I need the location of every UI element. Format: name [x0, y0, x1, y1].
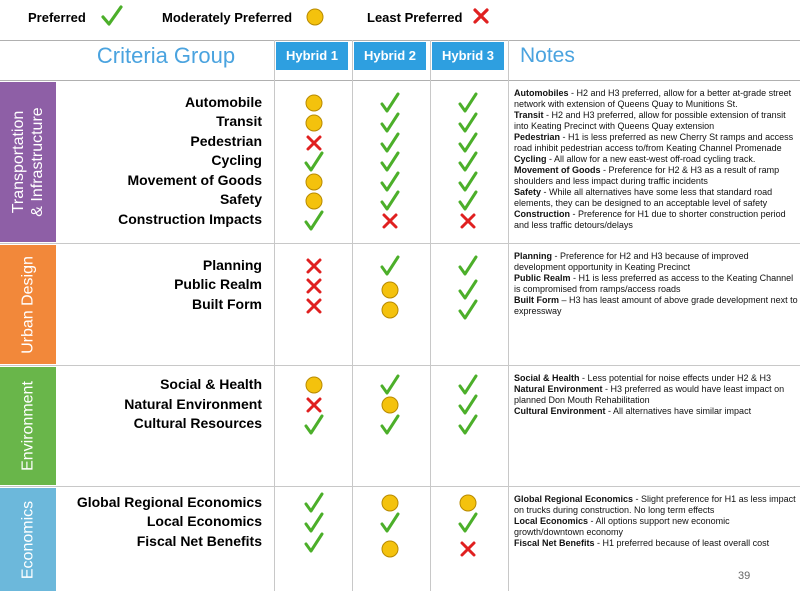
x-icon [303, 255, 325, 277]
rating-preferred [379, 414, 399, 434]
moderate-circle-icon [379, 394, 401, 416]
criterion-label: Planning [202, 257, 262, 273]
x-icon [379, 210, 401, 232]
rating-preferred [457, 374, 477, 394]
note-text: - H2 and H3 preferred, allow for possible extension of transit into Keating Precinct with Queens Quay extension [514, 110, 786, 131]
note-text: - Preference for H2 and H3 because of improved development opportunity in Keating Precinct [514, 251, 749, 272]
rating-moderate [303, 190, 323, 210]
check-icon [379, 151, 401, 173]
note-heading: Pedestrian [514, 132, 561, 142]
moderate-circle-icon [305, 7, 325, 27]
check-icon [457, 92, 479, 114]
check-icon [303, 151, 325, 173]
criteria-group-header: Criteria Group [96, 43, 236, 68]
hybrid-2-header: Hybrid 2 [354, 42, 426, 70]
note-item [514, 273, 798, 295]
criterion-label: Pedestrian [190, 133, 262, 149]
rating-least [303, 132, 323, 152]
legend [0, 6, 800, 32]
rating-preferred [379, 112, 399, 132]
rating-preferred [379, 374, 399, 394]
rating-least [303, 275, 323, 295]
rating-preferred [379, 151, 399, 171]
note-heading: Construction [514, 209, 570, 219]
rating-preferred [457, 299, 477, 319]
group-separator [0, 365, 800, 366]
rating-preferred [379, 132, 399, 152]
rating-preferred [379, 190, 399, 210]
rating-moderate [379, 538, 399, 558]
rating-preferred [457, 512, 477, 532]
x-icon [303, 394, 325, 416]
check-icon [457, 151, 479, 173]
notes-header: Notes [520, 44, 575, 67]
legend-preferred-label: Preferred [28, 10, 86, 25]
check-icon [457, 299, 479, 321]
rating-moderate [379, 394, 399, 414]
rating-moderate [457, 492, 477, 512]
band-label-environment: Environment [19, 381, 37, 471]
top-rule [0, 40, 800, 41]
criterion-label: Fiscal Net Benefits [136, 533, 262, 549]
check-icon [303, 492, 325, 514]
band-economics [0, 488, 56, 591]
check-icon [379, 512, 401, 534]
criterion-label: Transit [216, 113, 262, 129]
note-item [514, 406, 798, 417]
column-divider [430, 40, 431, 591]
rating-preferred [303, 492, 323, 512]
note-item [514, 88, 798, 110]
rating-moderate [379, 492, 399, 512]
criterion-label: Movement of Goods [127, 172, 262, 188]
check-icon [457, 255, 479, 277]
note-item [514, 251, 798, 273]
criterion-label: Global Regional Economics [76, 494, 262, 510]
note-text: - H3 preferred as would have least impact on planned Don Mouth Rehabilitation [514, 384, 785, 405]
check-icon [379, 255, 401, 277]
check-icon [457, 394, 479, 416]
legend-least-label: Least Preferred [367, 10, 463, 25]
check-icon [303, 210, 325, 232]
check-icon [379, 374, 401, 396]
hybrid-3-header: Hybrid 3 [432, 42, 504, 70]
column-divider [274, 40, 275, 591]
rating-preferred [457, 394, 477, 414]
rating-least [303, 255, 323, 275]
rating-preferred [379, 92, 399, 112]
moderate-circle-icon [303, 374, 325, 396]
note-text: - Preference for H1 due to shorter construction period and less traffic detours/delays [514, 209, 786, 230]
moderate-circle-icon [303, 112, 325, 134]
note-item [514, 538, 798, 549]
rating-moderate [303, 374, 323, 394]
group-separator [0, 486, 800, 487]
hybrid-1-header: Hybrid 1 [276, 42, 348, 70]
criterion-label: Built Form [192, 296, 262, 312]
column-divider [508, 40, 509, 591]
note-text: - All allow for a new east-west off-road cycling track. [546, 154, 756, 164]
moderate-circle-icon [303, 92, 325, 114]
notes-transportation [514, 88, 798, 231]
rating-preferred [303, 151, 323, 171]
rating-preferred [457, 279, 477, 299]
x-icon [303, 275, 325, 297]
rating-least [379, 210, 399, 230]
rating-moderate [379, 299, 399, 319]
band-environment [0, 367, 56, 485]
rating-moderate [303, 92, 323, 112]
note-heading: Automobiles [514, 88, 569, 98]
moderate-circle-icon [457, 492, 479, 514]
criterion-label: Automobile [185, 94, 262, 110]
check-icon [457, 112, 479, 134]
note-heading: Cycling [514, 154, 547, 164]
note-text: - While all alternatives have some less that standard road elements, they can be designed to an acceptable level of safety [514, 187, 773, 208]
criterion-label: Cultural Resources [133, 415, 262, 431]
check-icon [303, 532, 325, 554]
note-heading: Public Realm [514, 273, 571, 283]
note-item [514, 384, 798, 406]
check-icon [457, 414, 479, 436]
note-text: - H2 and H3 preferred, allow for a better at-grade street network with extension of Queens Quay to Munitions St. [514, 88, 792, 109]
note-text: - All options support new economic growth/downtown economy [514, 516, 730, 537]
note-text: - H1 preferred because of least overall cost [594, 538, 770, 548]
moderate-circle-icon [303, 190, 325, 212]
note-heading: Cultural Environment [514, 406, 606, 416]
note-heading: Social & Health [514, 373, 580, 383]
band-label-urban-design: Urban Design [19, 255, 37, 354]
note-item [514, 110, 798, 132]
note-item [514, 373, 798, 384]
rating-preferred [457, 151, 477, 171]
criterion-label: Construction Impacts [118, 211, 262, 227]
note-item [514, 165, 798, 187]
note-heading: Fiscal Net Benefits [514, 538, 595, 548]
note-text: - Preference for H2 & H3 as a result of ramp shoulders and less impact during traffic incidents [514, 165, 780, 186]
note-heading: Safety [514, 187, 542, 197]
note-heading: Movement of Goods [514, 165, 601, 175]
page-number: 39 [738, 570, 751, 582]
note-item [514, 154, 798, 165]
note-heading: Local Economics [514, 516, 589, 526]
check-icon [379, 112, 401, 134]
note-item [514, 494, 798, 516]
criterion-label: Natural Environment [124, 396, 262, 412]
band-label-economics: Economics [19, 500, 37, 579]
rating-moderate [303, 171, 323, 191]
rating-preferred [303, 512, 323, 532]
rating-preferred [457, 190, 477, 210]
moderate-circle-icon [379, 299, 401, 321]
x-icon [472, 7, 490, 25]
note-text: - Less potential for noise effects under H2 & H3 [579, 373, 771, 383]
note-heading: Transit [514, 110, 544, 120]
band-label-transportation: Transportation & Infrastructure [10, 107, 46, 217]
check-icon [303, 512, 325, 534]
criterion-label: Public Realm [174, 276, 262, 292]
rating-preferred [303, 210, 323, 230]
moderate-circle-icon [379, 538, 401, 560]
rating-preferred [457, 171, 477, 191]
rating-least [457, 538, 477, 558]
x-icon [457, 210, 479, 232]
band-transportation [0, 82, 56, 242]
note-item [514, 187, 798, 209]
rating-preferred [457, 112, 477, 132]
rating-preferred [379, 171, 399, 191]
note-item [514, 295, 798, 317]
rating-preferred [379, 512, 399, 532]
note-text: - Slight preference for H1 as less impact on trucks during construction. No long term effects [514, 494, 796, 515]
check-icon [303, 414, 325, 436]
note-heading: Natural Environment [514, 384, 603, 394]
rating-least [457, 210, 477, 230]
note-text: - H1 is less preferred as access to the Keating Channel is compromised from ramps/access roads [514, 273, 794, 294]
criterion-label: Local Economics [146, 513, 262, 529]
notes-economics [514, 494, 798, 549]
rating-preferred [457, 92, 477, 112]
check-icon [457, 374, 479, 396]
header-rule [0, 80, 800, 81]
moderate-circle-icon [379, 492, 401, 514]
note-text: – H3 has least amount of above grade development next to expressway [514, 295, 798, 316]
rating-moderate [303, 112, 323, 132]
rating-preferred [457, 414, 477, 434]
note-item [514, 132, 798, 154]
check-icon [379, 92, 401, 114]
rating-preferred [379, 255, 399, 275]
note-heading: Built Form [514, 295, 559, 305]
check-icon [379, 190, 401, 212]
note-text: - All alternatives have similar impact [605, 406, 752, 416]
moderate-circle-icon [379, 279, 401, 301]
note-heading: Planning [514, 251, 552, 261]
check-icon [457, 190, 479, 212]
note-text: - H1 is less preferred as new Cherry St ramps and access road inhibit pedestrian access to/from Keating Channel Promenade [514, 132, 794, 153]
rating-preferred [457, 132, 477, 152]
rating-moderate [379, 279, 399, 299]
check-icon [457, 512, 479, 534]
notes-environment [514, 373, 798, 417]
criterion-label: Cycling [211, 152, 262, 168]
rating-preferred [303, 414, 323, 434]
rating-least [303, 394, 323, 414]
criterion-label: Safety [219, 191, 262, 207]
band-urban-design [0, 245, 56, 364]
rating-preferred [303, 532, 323, 552]
check-icon [379, 414, 401, 436]
x-icon [303, 295, 325, 317]
note-item [514, 516, 798, 538]
check-icon [457, 279, 479, 301]
column-divider [352, 40, 353, 591]
note-heading: Global Regional Economics [514, 494, 634, 504]
rating-least [303, 295, 323, 315]
note-item [514, 209, 798, 231]
rating-preferred [457, 255, 477, 275]
check-icon [100, 4, 124, 28]
criterion-label: Social & Health [160, 376, 262, 392]
x-icon [457, 538, 479, 560]
legend-moderate-label: Moderately Preferred [162, 10, 293, 25]
notes-urban-design [514, 251, 798, 317]
group-separator [0, 243, 800, 244]
